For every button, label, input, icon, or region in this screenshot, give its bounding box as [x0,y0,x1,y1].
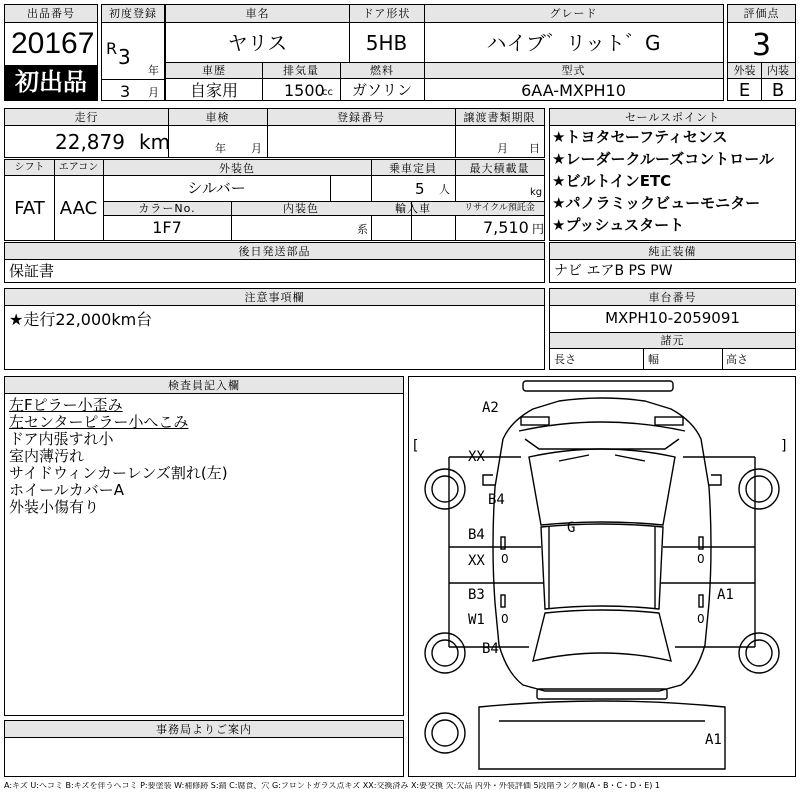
first-registration-header: 初度登録 [109,7,157,20]
capacity-header: 乗車定員 [389,162,437,175]
inspection-header: 車検 [205,111,230,124]
displacement-header: 排気量 [283,64,319,77]
score-box [727,4,796,101]
inspector-note-line: 左センターピラー小へこみ [9,413,189,431]
max-load-unit: kg [530,187,543,198]
sales-point-item: ★ビルトインETC [552,172,672,190]
exterior-color-header: 外装色 [219,162,255,175]
recycle-unit: 円 [532,222,545,236]
damage-mark: A1 [717,587,734,603]
interior-score: B [771,80,785,101]
sales-point-item: ★トヨタセーフティセンス [552,128,728,146]
displacement-unit: cc [322,87,333,98]
bracket-right: ] [781,438,787,454]
damage-mark: A2 [482,400,499,416]
later-parts-header: 後日発送部品 [238,245,311,258]
ac: AAC [59,198,98,219]
car-outline-drawing [409,377,795,776]
history-header: 車歴 [202,64,226,77]
import-header: 輸入車 [395,202,431,215]
grade: ハイブ゛リット゛G [486,31,661,55]
inspector-notes-box [4,376,404,716]
car-name: ヤリス [227,31,288,55]
car-info-box [165,4,724,101]
car-damage-diagram [408,376,796,777]
zero-mark: 0 [501,612,509,626]
transfer-deadline-header: 譲渡書類期限 [463,111,536,124]
inspection-year-unit: 年 [215,142,226,155]
fuel-header: 燃料 [370,64,394,77]
sales-point-item: ★パノラミックビューモニター [552,194,761,212]
lot-number-box [4,4,98,101]
width-label: 幅 [648,353,659,366]
zero-mark: 0 [697,612,705,626]
door-type-header: ドア形状 [362,7,411,20]
interior-score-header: 内装 [767,64,789,77]
capacity-unit: 人 [439,183,450,196]
shift: FAT [14,198,45,219]
inspector-note-line: ホイールカバーA [9,481,124,499]
height-label: 高さ [726,353,748,366]
damage-mark: W1 [468,612,485,628]
first-listing-badge: 初出品 [5,65,97,100]
color-number: 1F7 [152,218,182,237]
inspector-note-line: 室内薄汚れ [9,447,85,465]
inspector-note-line: ドア内張すれ小 [9,430,114,448]
sales-points-box [549,108,796,241]
chassis-header: 車台番号 [648,291,697,304]
model-header: 型式 [561,64,586,77]
lot-number-header: 出品番号 [27,7,75,20]
exterior-score-header: 外装 [733,64,756,77]
fuel: ガソリン [351,81,412,99]
year-unit: 年 [148,64,159,77]
max-load-header: 最大積載量 [469,162,530,175]
sales-point-item: ★レーダークルーズコントロール [552,150,774,168]
mileage-row [4,108,545,158]
later-parts-box [4,242,545,283]
exterior-score: E [738,80,751,101]
registration-month: 3 [120,82,131,101]
bracket-left: [ [413,438,419,454]
recycle-value: 7,510 [483,218,529,237]
equipment-box [549,242,796,283]
ac-header: エアコン [58,162,99,173]
inspector-note-line: 左Fピラー小歪み [9,396,123,414]
lot-number: 20167 [11,27,95,60]
damage-mark: A1 [705,732,722,748]
interior-color-header: 内装色 [283,202,319,215]
sales-point-item: ★プッシュスタート [552,216,685,234]
first-registration-box [101,4,165,101]
registration-number-header: 登録番号 [337,111,385,124]
exterior-color: シルバー [187,179,246,197]
dimensions-header: 諸元 [660,334,685,347]
zero-mark: 0 [501,552,509,566]
recycle-header: リサイクル預託金 [464,203,535,213]
zero-mark: 0 [697,552,705,566]
notes-box [4,288,545,370]
mileage-header: 走行 [74,111,99,124]
mileage-unit: km [139,130,171,154]
chassis-number: MXPH10-2059091 [605,309,740,327]
capacity: 5 [415,180,425,198]
grade-header: グレード [549,7,598,20]
chassis-box [549,288,796,370]
damage-mark: XX [468,449,485,465]
inspector-note-line: サイドウィンカーレンズ割れ(左) [9,464,228,482]
notes-header: 注意事項欄 [244,291,305,304]
displacement: 1500 [284,81,325,100]
damage-mark: B4 [482,641,499,657]
door-type: 5HB [365,31,408,55]
transfer-day-unit: 日 [529,142,540,155]
color-number-header: カラーNo. [138,202,196,215]
score-value: 3 [751,28,772,63]
sales-points-header: セールスポイント [624,111,720,124]
shift-header: シフト [14,162,45,173]
history: 自家用 [189,81,238,100]
length-label: 長さ [554,353,576,366]
inspection-month-unit: 月 [251,142,262,155]
inspector-notes-header: 検査員記入欄 [168,379,240,392]
registration-year: 3 [118,45,131,69]
damage-mark: G [567,520,576,536]
era-letter: R [106,39,118,58]
transfer-month-unit: 月 [497,142,508,155]
office-notes-header: 事務局よりご案内 [156,723,252,736]
damage-mark: B4 [488,492,505,508]
model: 6AA-MXPH10 [521,81,626,100]
month-unit: 月 [148,86,159,99]
car-name-header: 車名 [245,7,270,20]
damage-mark: B4 [468,527,485,543]
mileage-value: 22,879 [55,130,125,154]
legend: A:キズ U:ヘコミ B:キズを伴うヘコミ P:要塗装 W:補修跡 S:錆 C:腐食、穴 G:フロントガラス点キズ XX:交換済み X:要交換 欠:欠品 内外・外装評価 5段階ランク順(A・B・C・D・E) 1 [4,782,661,790]
score-header: 評価点 [743,7,780,20]
inspector-note-line: 外装小傷有り [9,498,100,516]
interior-color-unit: 系 [357,223,368,236]
later-parts-value: 保証書 [9,262,55,280]
damage-mark: B3 [468,587,485,603]
equipment-value: ナビ エアB PS PW [554,263,673,279]
specs-box [4,159,545,241]
damage-mark: XX [468,553,485,569]
office-notes-box [4,720,404,777]
notes-value: ★走行22,000km台 [9,310,153,329]
equipment-header: 純正装備 [648,245,697,258]
